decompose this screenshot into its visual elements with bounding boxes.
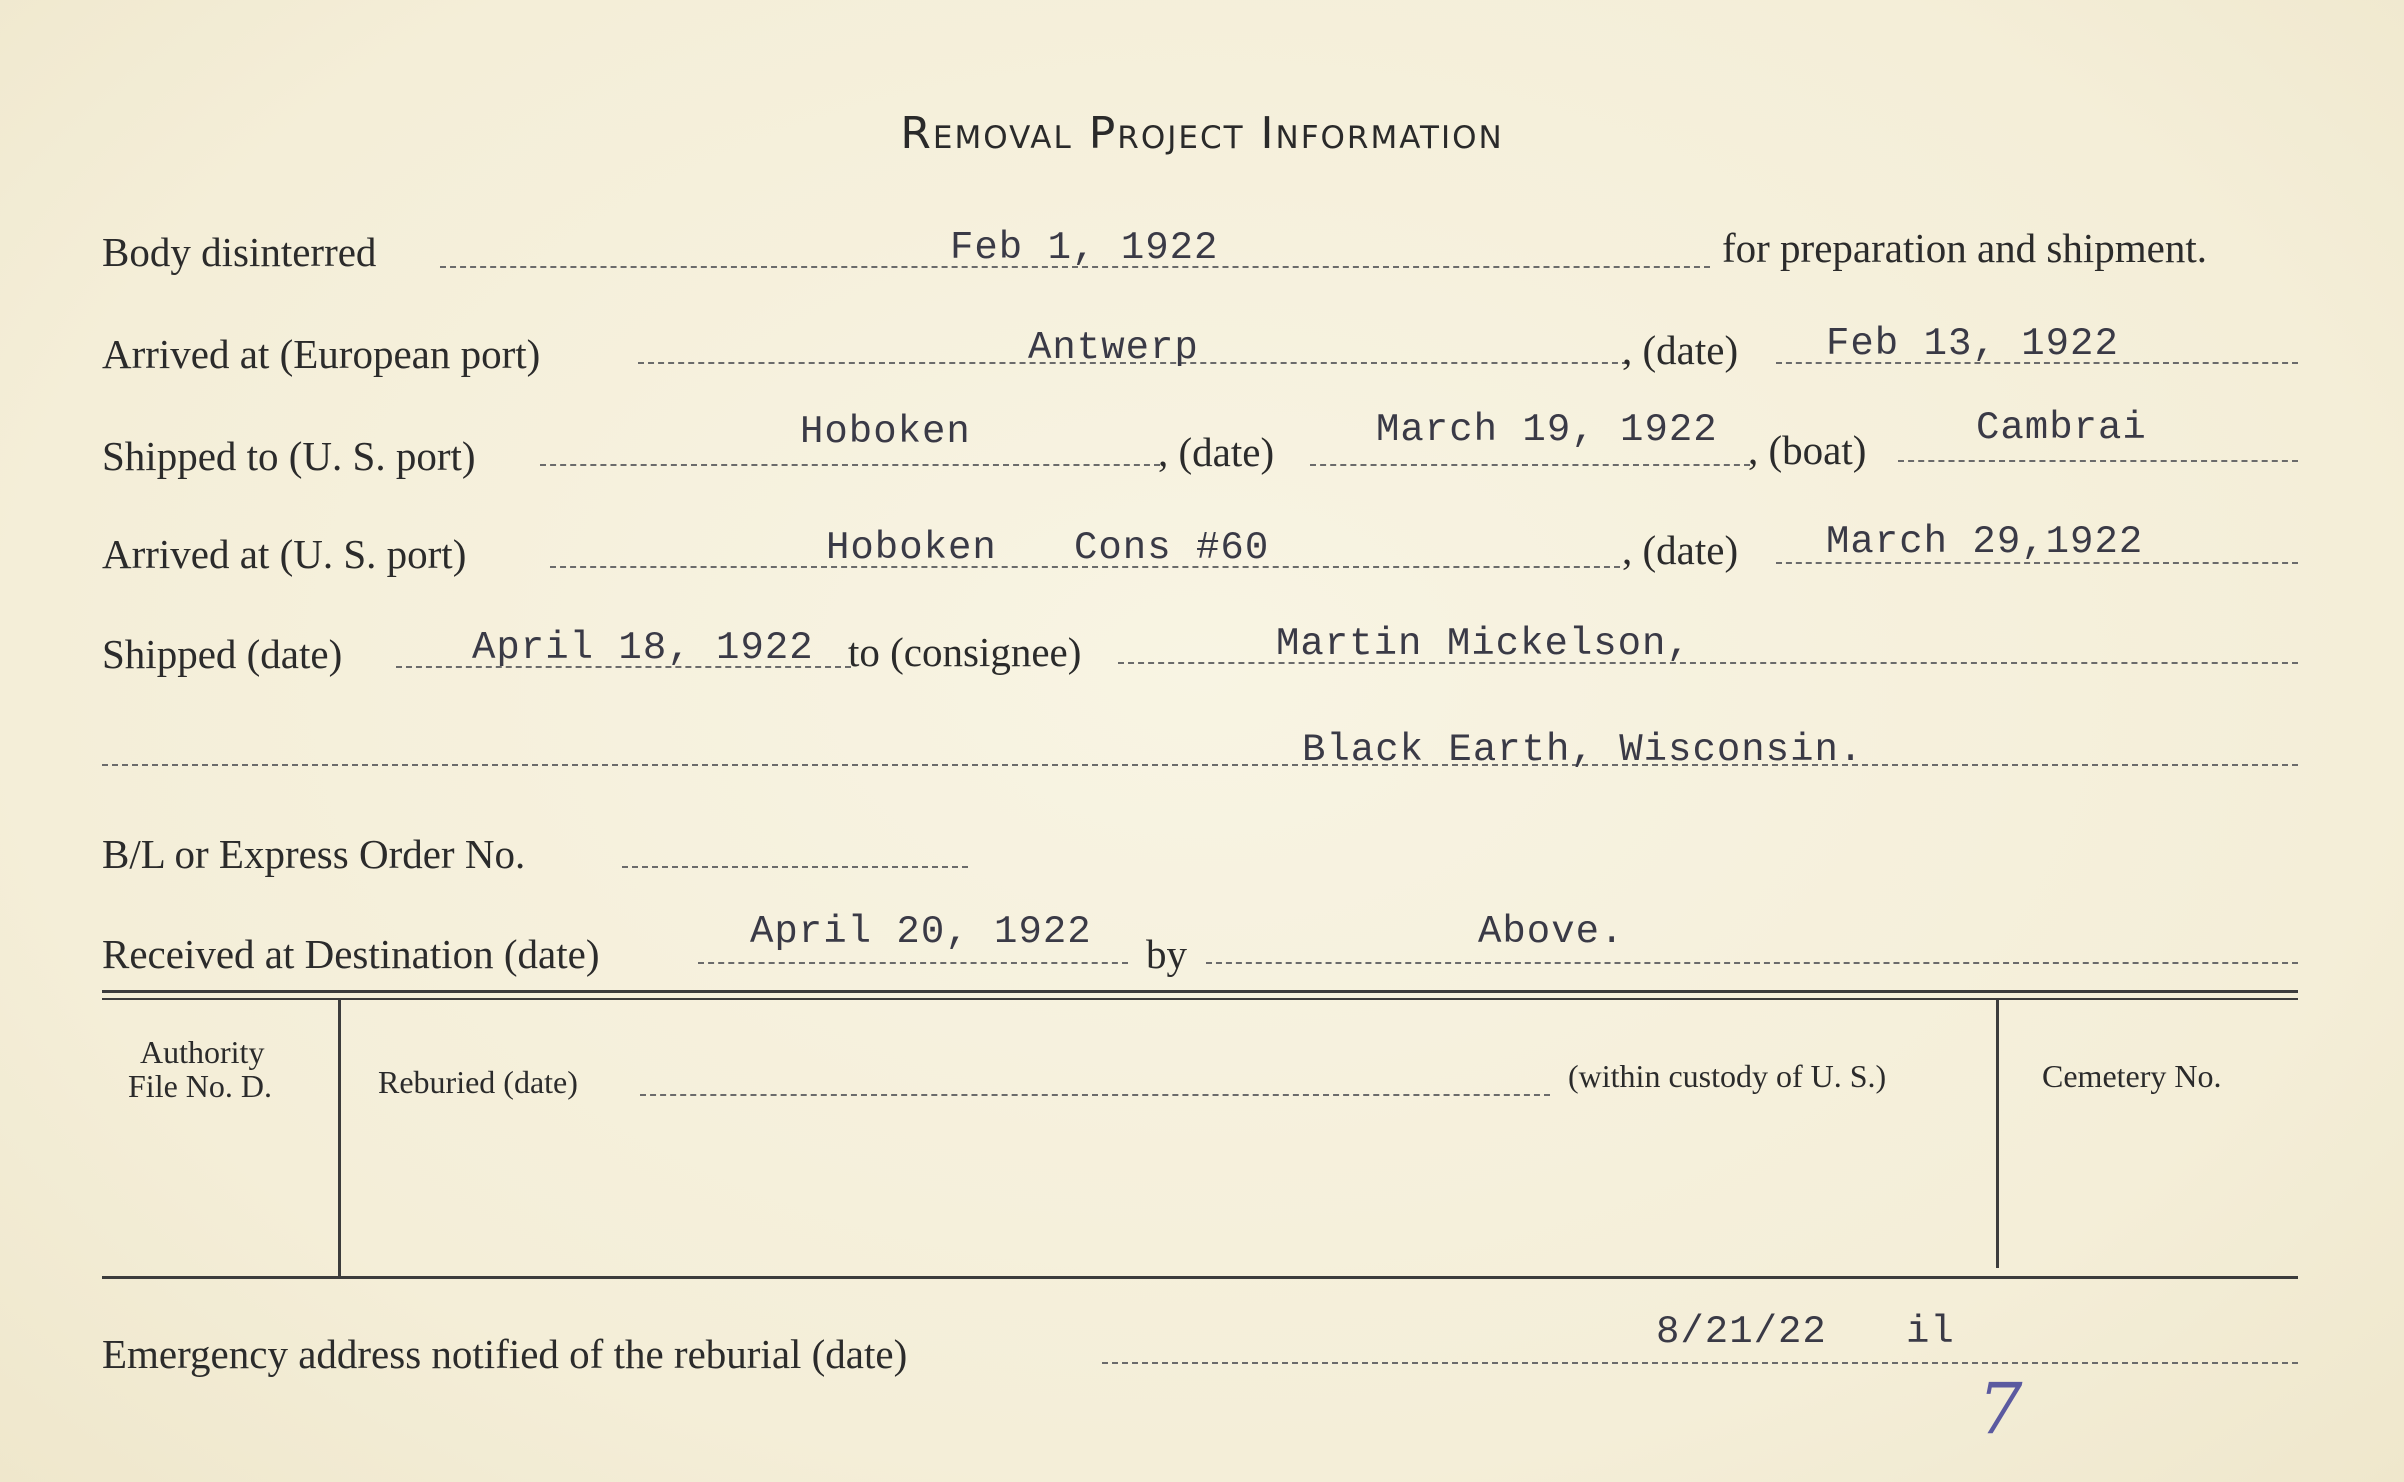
express-order-label: B/L or Express Order No. (102, 831, 526, 877)
received-destination-label: Received at Destination (date) (102, 931, 600, 977)
consignee-address-value: Black Earth, Wisconsin. (1302, 728, 1864, 772)
arrived-date-label: , (date) (1622, 527, 1739, 573)
consignee-value: Martin Mickelson, (1276, 622, 1691, 666)
us-port-shipped-line (540, 464, 1160, 466)
card-title: Removal Project Information (900, 108, 1504, 159)
shipped-date-row-label: Shipped (date) (102, 631, 343, 677)
reburied-line (640, 1094, 1550, 1096)
authority-label-line2: File No. D. (128, 1068, 272, 1104)
box-bottom-rule (102, 1276, 2298, 1279)
cemetery-label: Cemetery No. (2042, 1058, 2222, 1094)
box-top-rule-inner (102, 998, 2298, 1000)
us-port-shipped-label: Shipped to (U. S. port) (102, 433, 476, 479)
european-date-label: , (date) (1622, 327, 1739, 373)
received-by-line (1206, 962, 2298, 964)
arrived-date-value: March 29,1922 (1826, 520, 2144, 564)
preparation-label: for preparation and shipment. (1722, 225, 2208, 271)
shipped-date-row-value: April 18, 1922 (472, 626, 814, 670)
handwritten-mark: 7 (1978, 1368, 2023, 1450)
emergency-line (1102, 1362, 2298, 1364)
box-divider-right (1996, 1000, 1999, 1268)
consignee-label: to (consignee) (848, 629, 1082, 675)
consolidation-value: Cons #60 (1074, 526, 1270, 570)
body-disinterred-label: Body disinterred (102, 229, 377, 275)
received-date-value: April 20, 1922 (750, 910, 1092, 954)
express-order-line (622, 866, 968, 868)
shipped-date-line (1310, 464, 1750, 466)
emergency-label: Emergency address notified of the reburial (date) (102, 1331, 908, 1377)
european-port-value: Antwerp (1028, 326, 1199, 370)
box-top-rule (102, 990, 2298, 993)
box-divider-left (338, 1000, 341, 1276)
received-by-label: by (1146, 931, 1187, 977)
boat-line (1898, 460, 2298, 462)
custody-label: (within custody of U. S.) (1568, 1058, 1887, 1094)
us-port-arrived-value: Hoboken (826, 526, 997, 570)
us-port-arrived-label: Arrived at (U. S. port) (102, 531, 467, 577)
received-date-line (698, 962, 1128, 964)
us-port-shipped-value: Hoboken (800, 410, 971, 454)
consignee-address-line (102, 764, 2298, 766)
authority-label-line1: Authority (140, 1034, 265, 1070)
boat-label: , (boat) (1748, 427, 1867, 473)
shipped-date-label: , (date) (1158, 429, 1275, 475)
emergency-date-value: 8/21/22 (1656, 1310, 1827, 1354)
boat-value: Cambrai (1976, 406, 2147, 450)
body-disinterred-value: Feb 1, 1922 (950, 226, 1219, 270)
shipped-date-value: March 19, 1922 (1376, 408, 1718, 452)
emergency-initials: il (1906, 1310, 1955, 1354)
reburied-label: Reburied (date) (378, 1064, 578, 1100)
european-date-value: Feb 13, 1922 (1826, 322, 2119, 366)
european-port-label: Arrived at (European port) (102, 331, 541, 377)
received-by-value: Above. (1478, 910, 1625, 954)
